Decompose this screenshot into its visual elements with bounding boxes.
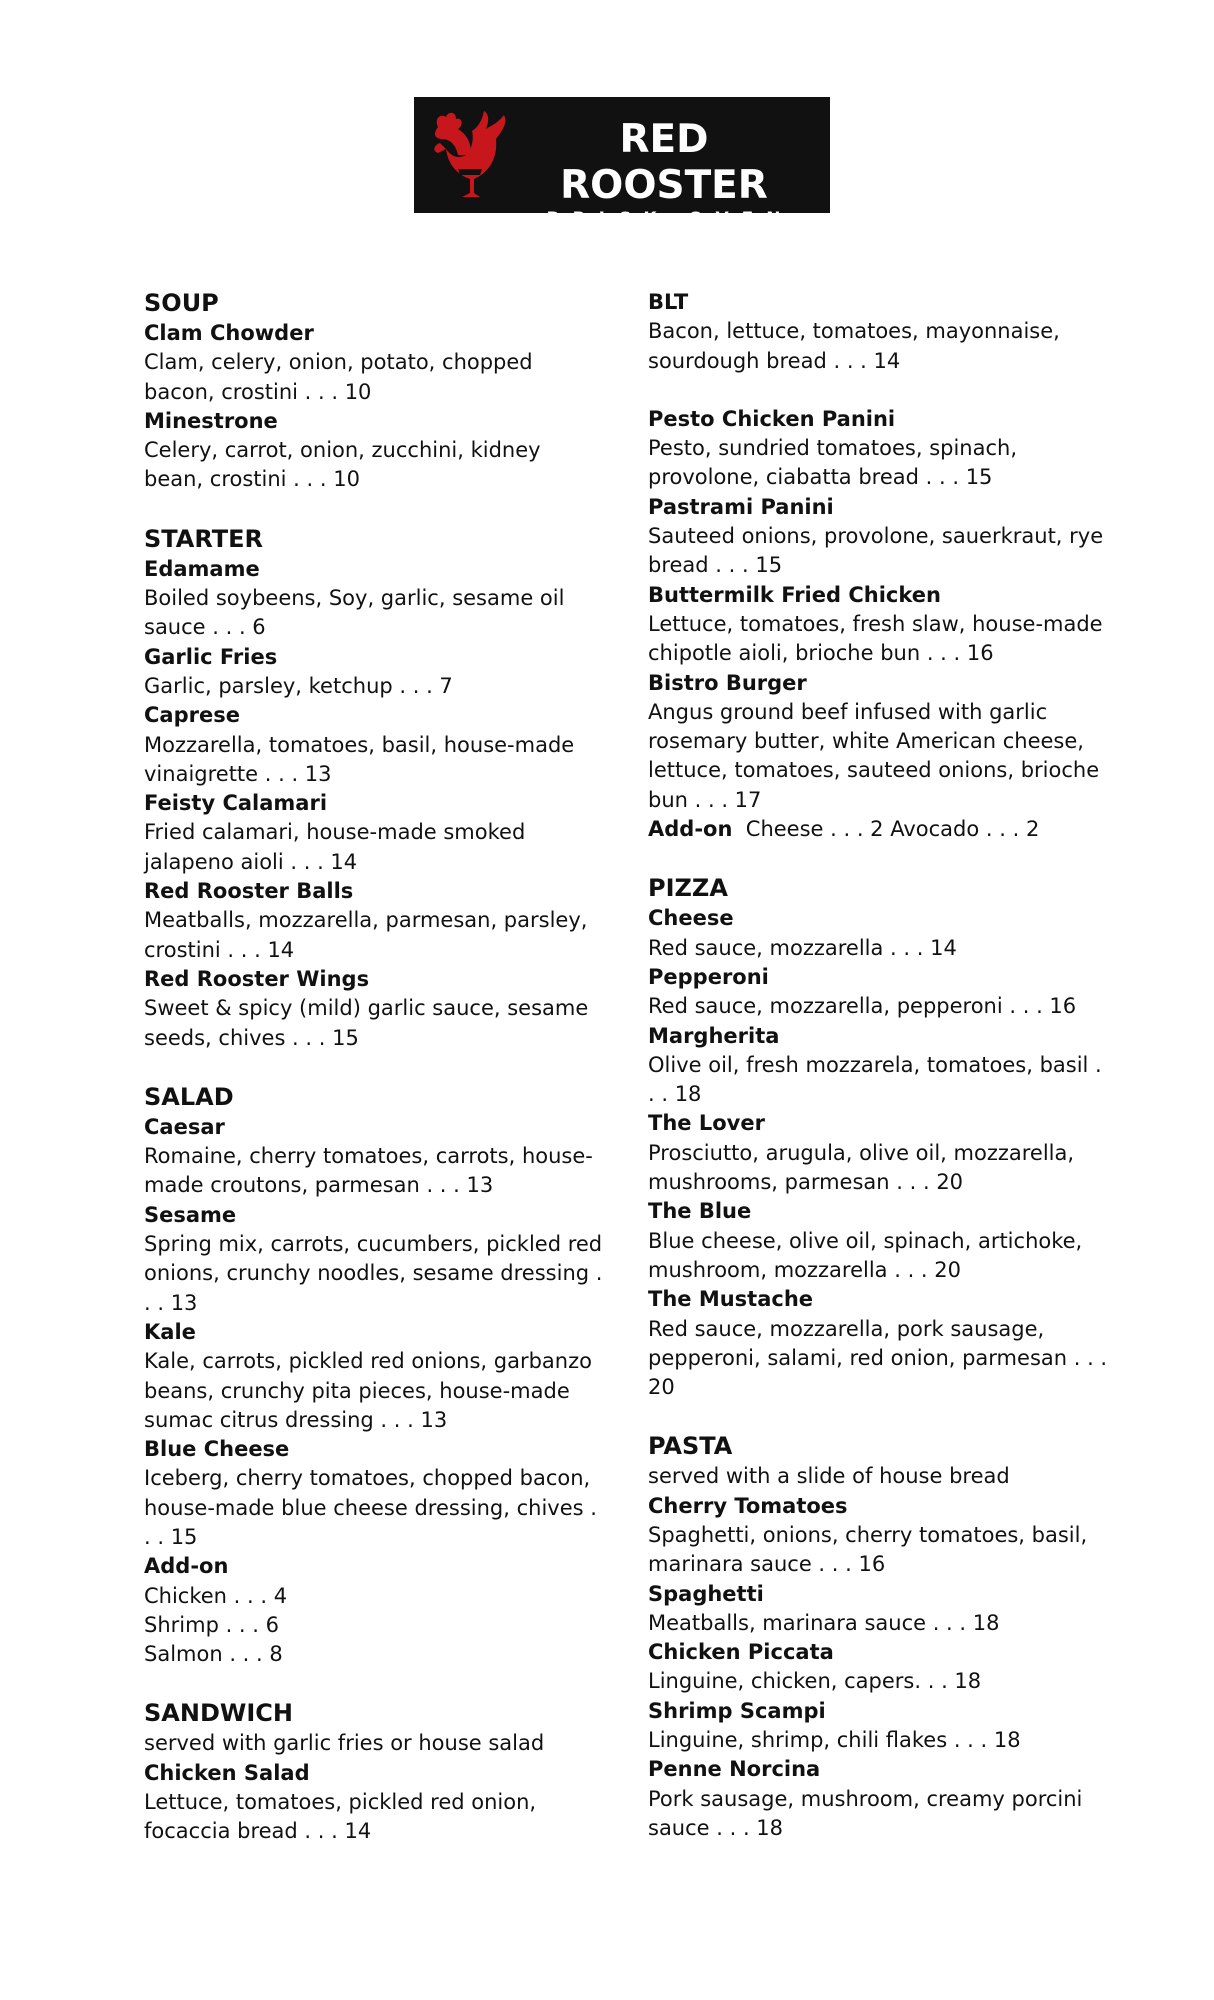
item-desc: Olive oil, fresh mozzarela, tomatoes, basil . . . 18 bbox=[648, 1052, 1102, 1107]
item-desc: Mozzarella, tomatoes, basil, house-made vinaigrette . . . 13 bbox=[144, 732, 575, 786]
rooster-icon bbox=[428, 109, 514, 201]
addon-title: Add-on bbox=[648, 817, 733, 842]
item-desc: Celery, carrot, onion, zucchini, kidney bean, crostini . . . 10 bbox=[144, 438, 541, 492]
item-name: The Mustache bbox=[648, 1287, 814, 1312]
addon-item: Chicken . . . 4 bbox=[144, 1583, 288, 1608]
item-name: Minestrone bbox=[144, 408, 278, 433]
item-name: Clam Chowder bbox=[144, 321, 314, 345]
addon-item: Salmon . . . 8 bbox=[144, 1642, 283, 1667]
addon-text: Cheese . . . 2 Avocado . . . 2 bbox=[745, 817, 1040, 842]
item-name: Cheese bbox=[648, 906, 734, 931]
left-column bbox=[144, 288, 604, 1847]
item-desc: Pesto, sundried tomatoes, spinach, provolone, ciabatta bread . . . 15 bbox=[648, 436, 1018, 490]
item-desc: Iceberg, cherry tomatoes, chopped bacon, house-made blue cheese dressing, chives . . . 15 bbox=[144, 1466, 597, 1549]
item-name: Pastrami Panini bbox=[648, 494, 834, 519]
item-name: Sesame bbox=[144, 1202, 237, 1227]
item-name: Chicken Piccata bbox=[648, 1640, 834, 1665]
item-desc: Lettuce, tomatoes, fresh slaw, house-made chipotle aioli, brioche bun . . . 16 bbox=[648, 611, 1103, 666]
item-name: Garlic Fries bbox=[144, 644, 278, 669]
section-sandwich-continued bbox=[648, 288, 1108, 376]
section-soup bbox=[144, 288, 604, 495]
item-desc: Spring mix, carrots, cucumbers, pickled red onions, crunchy noodles, sesame dressing . . . 13 bbox=[144, 1232, 603, 1315]
logo-wordmark bbox=[514, 117, 814, 229]
item-name: Caesar bbox=[144, 1114, 225, 1139]
item-desc: Sweet & spicy (mild) garlic sauce, sesame seeds, chives . . . 15 bbox=[144, 996, 589, 1050]
section-sandwich-continued-2 bbox=[648, 405, 1108, 844]
item-desc: Red sauce, mozzarella, pepperoni . . . 16 bbox=[648, 994, 1077, 1019]
addon-row bbox=[648, 815, 1108, 844]
logo-subtitle: BRICK OVEN bbox=[546, 209, 794, 229]
item-name: Red Rooster Wings bbox=[144, 966, 370, 991]
section-salad bbox=[144, 1082, 604, 1670]
item-name: Red Rooster Balls bbox=[144, 879, 354, 904]
item-name: Shrimp Scampi bbox=[648, 1698, 826, 1723]
item-name: Edamame bbox=[144, 556, 260, 581]
section-pasta bbox=[648, 1431, 1108, 1843]
item-desc: Meatballs, marinara sauce . . . 18 bbox=[648, 1610, 1000, 1635]
section-title: STARTER bbox=[144, 524, 264, 553]
item-desc: Bacon, lettuce, tomatoes, mayonnaise, sourdough bread . . . 14 bbox=[648, 319, 1060, 373]
section-title: SALAD bbox=[144, 1082, 234, 1111]
item-desc: Fried calamari, house-made smoked jalapeno aioli . . . 14 bbox=[144, 820, 526, 874]
item-desc: Blue cheese, olive oil, spinach, artichoke, mushroom, mozzarella . . . 20 bbox=[648, 1228, 1083, 1282]
section-pizza bbox=[648, 873, 1108, 1402]
item-name: Pepperoni bbox=[648, 964, 769, 989]
item-desc: Red sauce, mozzarella . . . 14 bbox=[648, 935, 957, 960]
item-name: BLT bbox=[648, 290, 689, 314]
item-desc: Kale, carrots, pickled red onions, garbanzo beans, crunchy pita pieces, house-made sumac citrus dressing . . . 13 bbox=[144, 1349, 592, 1432]
item-name: The Blue bbox=[648, 1199, 752, 1224]
section-title: PIZZA bbox=[648, 874, 728, 903]
item-name: The Lover bbox=[648, 1111, 765, 1136]
item-name: Kale bbox=[144, 1319, 196, 1344]
section-title: SOUP bbox=[144, 289, 219, 317]
item-desc: Spaghetti, onions, cherry tomatoes, basil, marinara sauce . . . 16 bbox=[648, 1522, 1088, 1577]
right-column bbox=[648, 288, 1108, 1843]
item-desc: Angus ground beef infused with garlic rosemary butter, white American cheese, lettuce, tomatoes, sauteed onions, brioche bun . . . 17 bbox=[648, 699, 1100, 812]
section-note: served with a slide of house bread bbox=[648, 1464, 1010, 1489]
item-desc: Red sauce, mozzarella, pork sausage, pepperoni, salami, red onion, parmesan . . . 20 bbox=[648, 1316, 1108, 1400]
section-starter bbox=[144, 524, 604, 1053]
item-name: Blue Cheese bbox=[144, 1437, 290, 1462]
item-name: Spaghetti bbox=[648, 1581, 764, 1606]
addon-title: Add-on bbox=[144, 1554, 229, 1579]
item-name: Caprese bbox=[144, 703, 240, 728]
item-desc: Prosciutto, arugula, olive oil, mozzarella, mushrooms, parmesan . . . 20 bbox=[648, 1140, 1075, 1195]
item-desc: Pork sausage, mushroom, creamy porcini sauce . . . 18 bbox=[648, 1786, 1083, 1840]
item-desc: Linguine, chicken, capers. . . 18 bbox=[648, 1669, 982, 1694]
addon-item: Shrimp . . . 6 bbox=[144, 1612, 279, 1637]
item-name: Margherita bbox=[648, 1023, 780, 1048]
item-name: Bistro Burger bbox=[648, 670, 807, 695]
item-desc: Meatballs, mozzarella, parmesan, parsley, crostini . . . 14 bbox=[144, 908, 588, 962]
item-name: Feisty Calamari bbox=[144, 791, 328, 816]
section-note: served with garlic fries or house salad bbox=[144, 1731, 545, 1756]
item-name: Chicken Salad bbox=[144, 1760, 310, 1785]
item-name: Buttermilk Fried Chicken bbox=[648, 582, 941, 607]
item-desc: Linguine, shrimp, chili flakes . . . 18 bbox=[648, 1728, 1021, 1753]
item-name: Penne Norcina bbox=[648, 1757, 821, 1782]
item-desc: Boiled soybeens, Soy, garlic, sesame oil sauce . . . 6 bbox=[144, 586, 565, 640]
item-desc: Clam, celery, onion, potato, chopped bacon, crostini . . . 10 bbox=[144, 350, 533, 404]
section-title: SANDWICH bbox=[144, 1699, 293, 1728]
logo-brand: RED ROOSTER bbox=[560, 117, 768, 208]
item-name: Cherry Tomatoes bbox=[648, 1493, 848, 1518]
item-desc: Romaine, cherry tomatoes, carrots, house-made croutons, parmesan . . . 13 bbox=[144, 1144, 593, 1198]
item-desc: Lettuce, tomatoes, pickled red onion, focaccia bread . . . 14 bbox=[144, 1790, 537, 1844]
section-sandwich bbox=[144, 1698, 604, 1846]
item-desc: Garlic, parsley, ketchup . . . 7 bbox=[144, 673, 453, 698]
item-name: Pesto Chicken Panini bbox=[648, 406, 896, 431]
section-title: PASTA bbox=[648, 1432, 733, 1461]
item-desc: Sauteed onions, provolone, sauerkraut, rye bread . . . 15 bbox=[648, 524, 1104, 578]
logo bbox=[414, 97, 830, 229]
